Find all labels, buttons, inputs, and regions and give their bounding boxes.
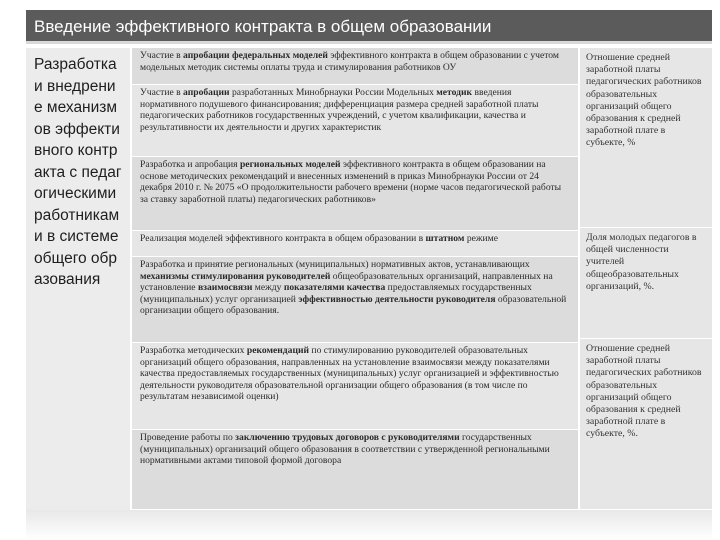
left-label: Разработка и внедрение механизмов эффективного контракта с педагогическими работниками в системе общего образования xyxy=(34,56,122,288)
measure-fragment: Разработка методических xyxy=(140,345,247,356)
measure-emphasis: штатном xyxy=(425,233,465,244)
measure-row xyxy=(132,85,578,157)
measure-text xyxy=(132,430,578,467)
indicator-cell xyxy=(580,228,712,339)
measure-fragment: режиме xyxy=(464,233,498,244)
measure-emphasis: апробации xyxy=(183,87,230,98)
measure-text xyxy=(132,48,578,73)
measure-fragment: Разработка и принятие региональных (муниципальных) нормативных актов, устанавливающих xyxy=(140,259,530,270)
measure-text xyxy=(132,231,578,245)
measure-fragment: Участие в xyxy=(140,87,184,98)
indicator-cell xyxy=(580,339,712,510)
measure-fragment: между xyxy=(252,282,284,294)
measure-row xyxy=(132,48,578,85)
measure-emphasis: методик xyxy=(436,87,473,98)
measure-fragment: Проведение работы по xyxy=(140,432,236,443)
measure-emphasis: эффективностью деятельности руководителя xyxy=(298,293,496,305)
measure-fragment: эффективного контракта в общем образовании с учетом модельных методик системы оплаты труда и стимулирования работников ОУ xyxy=(140,50,559,73)
measure-emphasis: взаимосвязи xyxy=(197,282,253,294)
slide-shadow xyxy=(26,510,712,540)
measure-emphasis: заключению трудовых договоров с руководителями xyxy=(235,432,460,443)
measure-fragment: Участие в xyxy=(140,50,184,61)
measure-fragment: Разработка и апробация xyxy=(140,159,240,170)
measure-emphasis: механизмы стимулирования руководителей xyxy=(140,270,331,282)
measure-text xyxy=(132,157,578,205)
measure-fragment: предоставляемых государственных (муниципальных) услуг организацией xyxy=(140,282,532,305)
indicator-cell xyxy=(580,48,712,228)
measure-row xyxy=(132,257,578,343)
measure-row xyxy=(132,430,578,510)
indicator-text: Доля молодых педагогов в общей численности учителей общеобразовательных организаций, %. xyxy=(586,232,697,292)
measure-emphasis: рекомендаций xyxy=(246,345,310,356)
measures-column xyxy=(132,48,578,510)
slide-title: Введение эффективного контракта в общем образовании xyxy=(26,10,712,44)
measure-text xyxy=(132,257,578,317)
measure-emphasis: региональных моделей xyxy=(239,159,341,170)
measure-fragment: эффективного контракта в общем образовании на основе методических рекомендаций и внесенных изменений в приказ Минобрнауки России от 24 декабря 2010 г. № 2075 «О продолжительности рабочего времени (норме часов педагогической работы за ставку заработной платы) педагогических работников» xyxy=(140,159,562,205)
measure-emphasis: показателями качества xyxy=(283,282,386,294)
measure-fragment: по стимулированию руководителей образовательных организаций общего образования, направленных на установление взаимосвязи между показателями качества предоставляемых государственных (муниципальных) услуг организацией и эффективностью деятельности руководителя образовательной организации общего образования (в том числе по результатам независимой оценки) xyxy=(140,345,559,403)
measure-fragment: государственных (муниципальных) организаций общего образования в соответствии с утвержденной региональными нормативными актами типовой формой договора xyxy=(140,432,550,467)
left-column xyxy=(26,48,131,510)
measure-fragment: Реализация моделей эффективного контракта в общем образовании в xyxy=(140,233,426,244)
measure-fragment: введения нормативного подушевого финансирования; дифференциация размера средней заработной платы педагогических работников государственных учреждений, с учетом квалификации, качества и результативности их деятельности и других характеристик xyxy=(140,87,539,133)
indicators-column xyxy=(580,48,712,510)
measure-text xyxy=(132,85,578,133)
measure-fragment: общеобразовательных организаций, направленных на установление xyxy=(140,270,553,294)
measure-row xyxy=(132,231,578,257)
measure-fragment: разработанных Минобрнауки России Модельных xyxy=(229,87,437,98)
measure-row xyxy=(132,157,578,231)
indicator-text: Отношение средней заработной платы педагогических работников образовательных организаций общего образования к средней заработной плате в субъекте, %. xyxy=(586,343,702,440)
measure-text xyxy=(132,343,578,403)
measure-emphasis: апробации федеральных моделей xyxy=(183,50,328,61)
indicator-text: Отношение средней заработной платы педагогических работников образовательных организаций общего образования к средней заработной плате в субъекте, % xyxy=(586,52,702,149)
measure-fragment: образовательной организации общего образования. xyxy=(140,293,567,317)
slide xyxy=(26,10,712,510)
measure-row xyxy=(132,343,578,430)
